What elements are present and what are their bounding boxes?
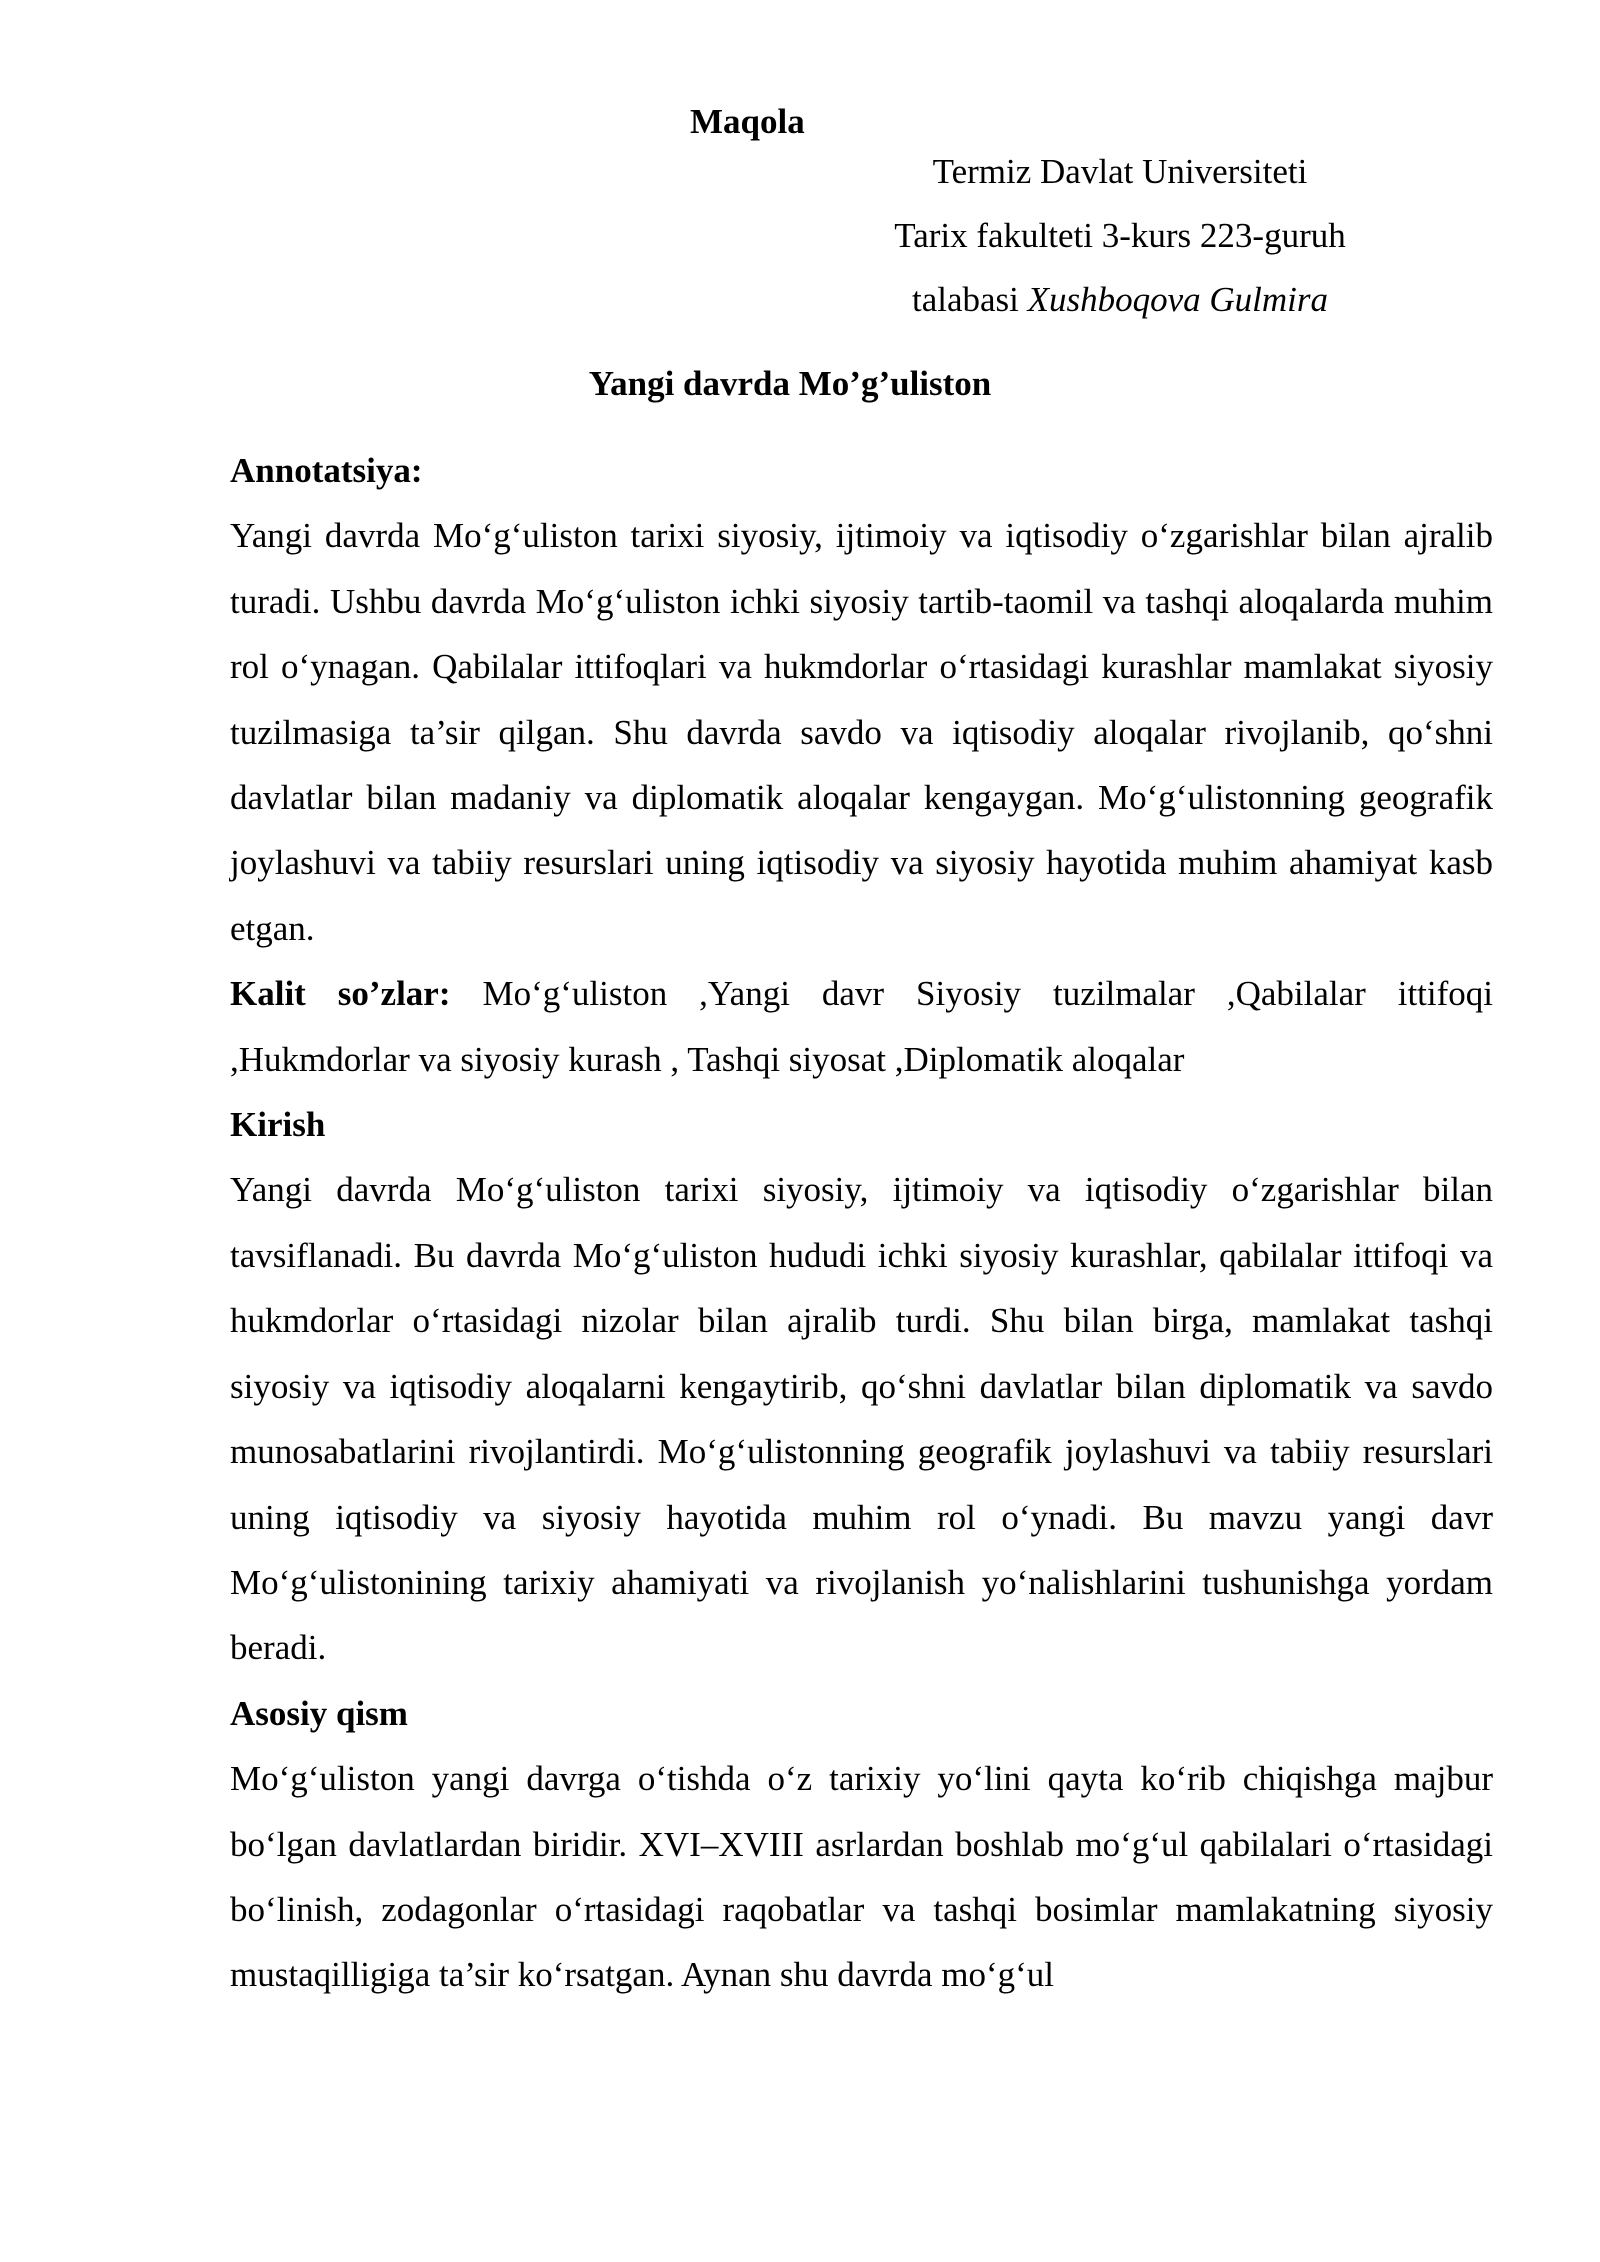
keywords-list: Mo‘g‘uliston ,Yangi davr Siyosiy tuzilmalar ,Qabilalar ittifoqi ,Hukmdorlar va siyosiy kurash , Tashqi siyosat ,Diplomatik aloqalar <box>230 974 1494 1079</box>
document-type-label: Maqola <box>690 102 805 141</box>
main-part-heading: Asosiy qism <box>230 1693 408 1733</box>
main-part-paragraph: Mo‘g‘uliston yangi davrga o‘tishda o‘z tarixiy yo‘lini qayta ko‘rib chiqishga majbur bo‘lgan davlatlardan biridir. XVI–XVIII asrlardan boshlab mo‘g‘ul qabilalari o‘rtasidagi bo‘linish, zodagonlar o‘rtasidagi raqobatlar va tashqi bosimlar mamlakatning siyosiy mustaqilligiga ta’sir ko‘rsatgan. Aynan shu davrda mo‘g‘ul <box>230 1759 1493 1995</box>
annotation-heading: Annotatsiya: <box>230 451 423 490</box>
introduction-heading: Kirish <box>230 1105 326 1145</box>
annotation-paragraph: Yangi davrda Mo‘g‘uliston tarixi siyosiy, ijtimoiy va iqtisodiy o‘zgarishlar bilan ajralib turadi. Ushbu davrda Mo‘g‘uliston ichki siyosiy tartib-taomil va tashqi aloqalarda muhim rol o‘ynagan. Qabilalar ittifoqlari va hukmdorlar o‘rtasidagi kurashlar mamlakat siyosiy tuzilmasiga ta’sir qilgan. Shu davrda savdo va iqtisodiy aloqalar rivojlanib, qo‘shni davlatlar bilan madaniy va diplomatik aloqalar kengaygan. Mo‘g‘ulistonning geografik joylashuvi va tabiiy resurslari uning iqtisodiy va siyosiy hayotida muhim ahamiyat kasb etgan. <box>230 516 1493 948</box>
author-info <box>780 140 1460 332</box>
keywords-label: Kalit so’zlar: <box>230 974 451 1014</box>
introduction-paragraph: Yangi davrda Mo‘g‘uliston tarixi siyosiy, ijtimoiy va iqtisodiy o‘zgarishlar bilan tavsiflanadi. Bu davrda Mo‘g‘uliston hududi ichki siyosiy kurashlar, qabilalar ittifoqi va hukmdorlar o‘rtasidagi nizolar bilan ajralib turdi. Shu bilan birga, mamlakat tashqi siyosiy va iqtisodiy aloqalarni kengaytirib, qo‘shni davlatlar bilan diplomatik va savdo munosabatlarini rivojlantirdi. Mo‘g‘ulistonning geografik joylashuvi va tabiiy resurslari uning iqtisodiy va siyosiy hayotida muhim rol o‘ynadi. Bu mavzu yangi davr Mo‘g‘ulistonining tarixiy ahamiyati va rivojlanish yo‘nalishlarini tushunishga yordam beradi. <box>230 1170 1493 1668</box>
faculty-group: Tarix fakulteti 3-kurs 223-guruh <box>894 216 1346 255</box>
article-title: Yangi davrda Mo’g’uliston <box>588 364 992 403</box>
article-body <box>230 438 1493 2008</box>
keywords-paragraph <box>230 961 1493 1092</box>
student-line <box>780 268 1460 332</box>
student-name: Xushboqova Gulmira <box>1027 280 1329 319</box>
student-prefix: talabasi <box>911 280 1019 319</box>
university-name: Termiz Davlat Universiteti <box>932 152 1308 191</box>
